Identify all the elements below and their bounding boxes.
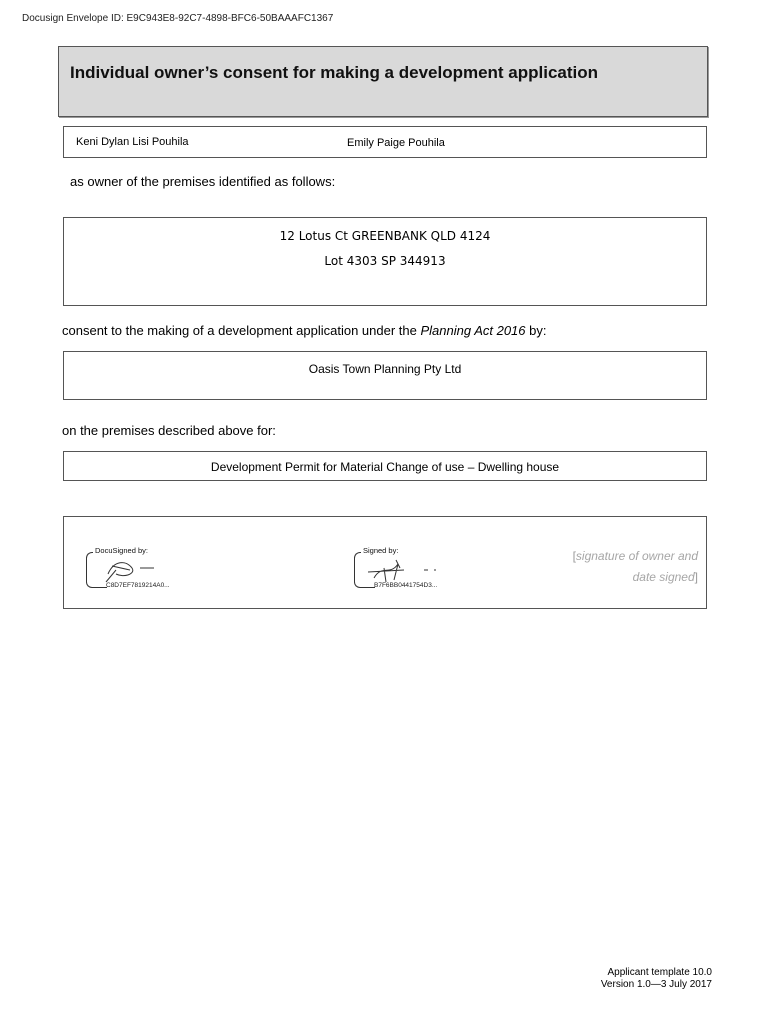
template-name: Applicant template 10.0 — [607, 967, 712, 978]
placeholder-close-bracket: ] — [694, 570, 698, 584]
premises-field[interactable] — [63, 217, 707, 306]
applicant-field[interactable] — [63, 351, 707, 400]
premises-address: 12 Lotus Ct GREENBANK QLD 4124 — [279, 229, 491, 243]
consent-suffix: by: — [525, 323, 547, 338]
premises-statement: on the premises described above for: — [62, 423, 276, 438]
page-title: Individual owner’s consent for making a development application — [70, 63, 599, 82]
owners-field[interactable] — [63, 126, 707, 158]
envelope-id: Docusign Envelope ID: E9C943E8-92C7-4898-BFC6-50BAAAFC1367 — [22, 13, 334, 24]
signature-label: Signed by: — [363, 546, 399, 555]
applicant-name: Oasis Town Planning Pty Ltd — [308, 362, 462, 376]
title-banner — [58, 46, 708, 117]
signature-scribble-2-icon — [364, 554, 444, 584]
placeholder-line-1: signature of owner and — [575, 549, 698, 563]
docusign-signature-1[interactable] — [86, 546, 196, 590]
signature-id: C8D7EF7819214A0... — [106, 582, 170, 589]
purpose-field[interactable] — [63, 451, 707, 481]
owner-name-2: Emily Paige Pouhila — [347, 137, 445, 149]
signature-field[interactable] — [63, 516, 707, 609]
act-name: Planning Act 2016 — [420, 323, 526, 338]
signature-scribble-1-icon — [96, 554, 176, 584]
docusign-signature-2[interactable] — [354, 546, 464, 590]
consent-statement — [62, 323, 546, 338]
template-version: Version 1.0—3 July 2017 — [600, 979, 712, 990]
premises-lot: Lot 4303 SP 344913 — [324, 254, 446, 268]
placeholder-line-2: date signed — [632, 570, 695, 584]
signature-placeholder — [528, 546, 698, 588]
placeholder-open-bracket: [ — [572, 549, 576, 563]
signature-id: B7F6BB0441754D3... — [374, 582, 438, 589]
development-purpose: Development Permit for Material Change of use – Dwelling house — [210, 460, 560, 474]
owner-statement: as owner of the premises identified as follows: — [70, 174, 336, 189]
footer — [601, 967, 712, 991]
consent-prefix: consent to the making of a development application under the — [62, 323, 421, 338]
signature-label: DocuSigned by: — [95, 546, 148, 555]
owner-name-1: Keni Dylan Lisi Pouhila — [76, 136, 189, 148]
